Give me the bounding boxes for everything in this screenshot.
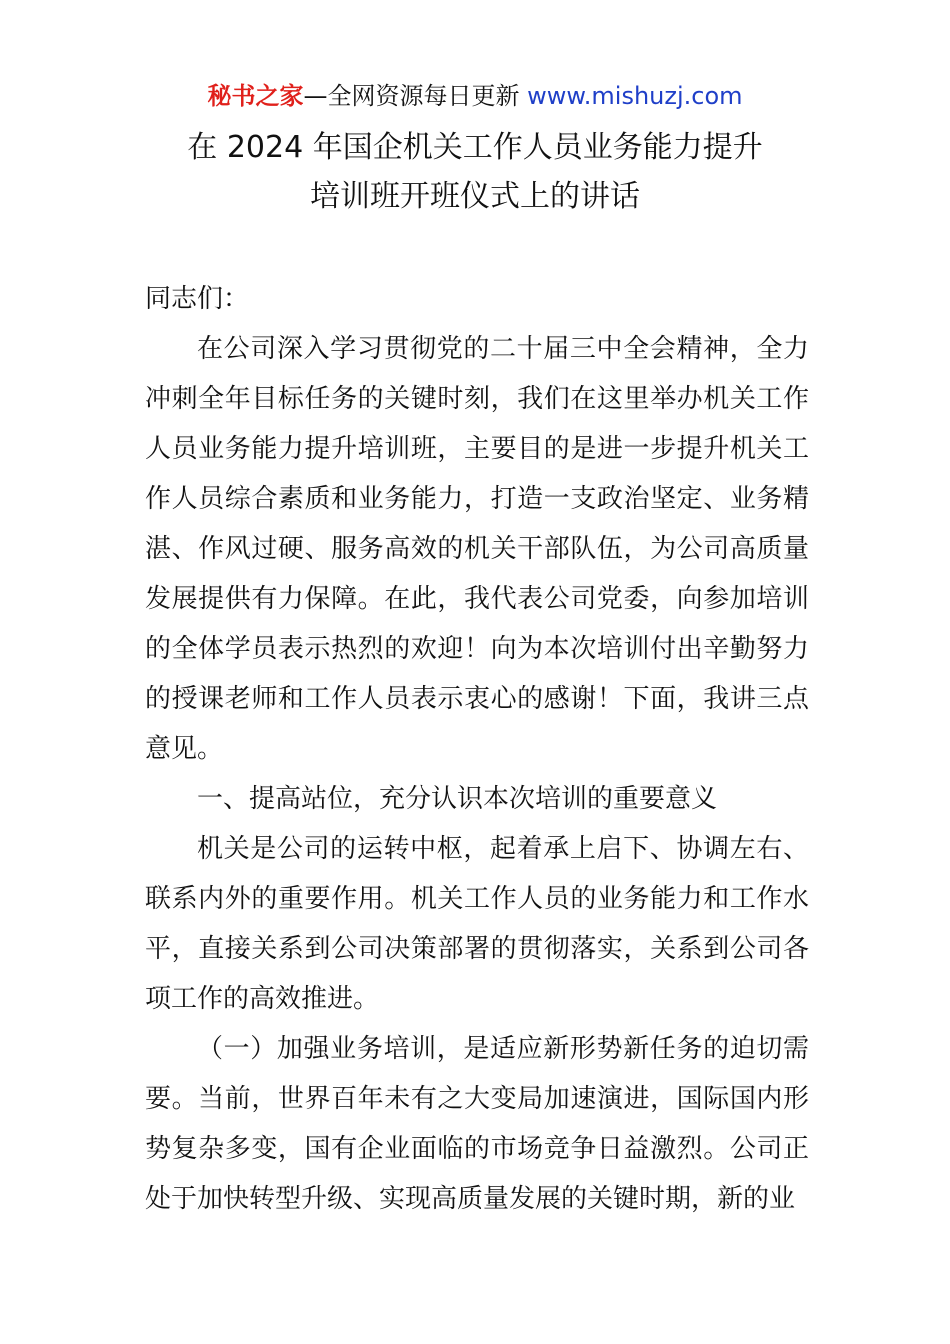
salutation: 同志们： (145, 284, 250, 314)
site-url-link[interactable]: www.mishuzj.com (527, 82, 743, 110)
header-tagline: —全网资源每日更新 (303, 82, 528, 110)
document-title-line-1: 在 2024 年国企机关工作人员业务能力提升 (187, 130, 763, 165)
document-title-line-2: 培训班开班仪式上的讲话 (310, 179, 640, 214)
brand-name: 秘书之家 (207, 82, 304, 110)
paragraph-subsection-1: （一）加强业务培训，是适应新形势新任务的迫切需要。当前，世界百年未有之大变局加速演进，国际国内形势复杂多变，国有企业面临的市场竞争日益激烈。公司正处于加快转型升级、实现高质量发展的关键时期，新的业 (145, 1034, 809, 1214)
document-body (145, 274, 809, 1224)
paragraph-opening: 在公司深入学习贯彻党的二十届三中全会精神，全力冲刺全年目标任务的关键时刻，我们在这里举办机关工作人员业务能力提升培训班，主要目的是进一步提升机关工作人员综合素质和业务能力，打造一支政治坚定、业务精湛、作风过硬、服务高效的机关干部队伍，为公司高质量发展提供有力保障。在此，我代表公司党委，向参加培训的全体学员表示热烈的欢迎！向为本次培训付出辛勤努力的授课老师和工作人员表示衷心的感谢！下面，我讲三点意见。 (145, 334, 809, 764)
site-header (0, 80, 950, 112)
section-heading-1: 一、提高站位，充分认识本次培训的重要意义 (197, 784, 718, 814)
paragraph-section-1-intro: 机关是公司的运转中枢，起着承上启下、协调左右、联系内外的重要作用。机关工作人员的业务能力和工作水平，直接关系到公司决策部署的贯彻落实，关系到公司各项工作的高效推进。 (145, 834, 809, 1014)
